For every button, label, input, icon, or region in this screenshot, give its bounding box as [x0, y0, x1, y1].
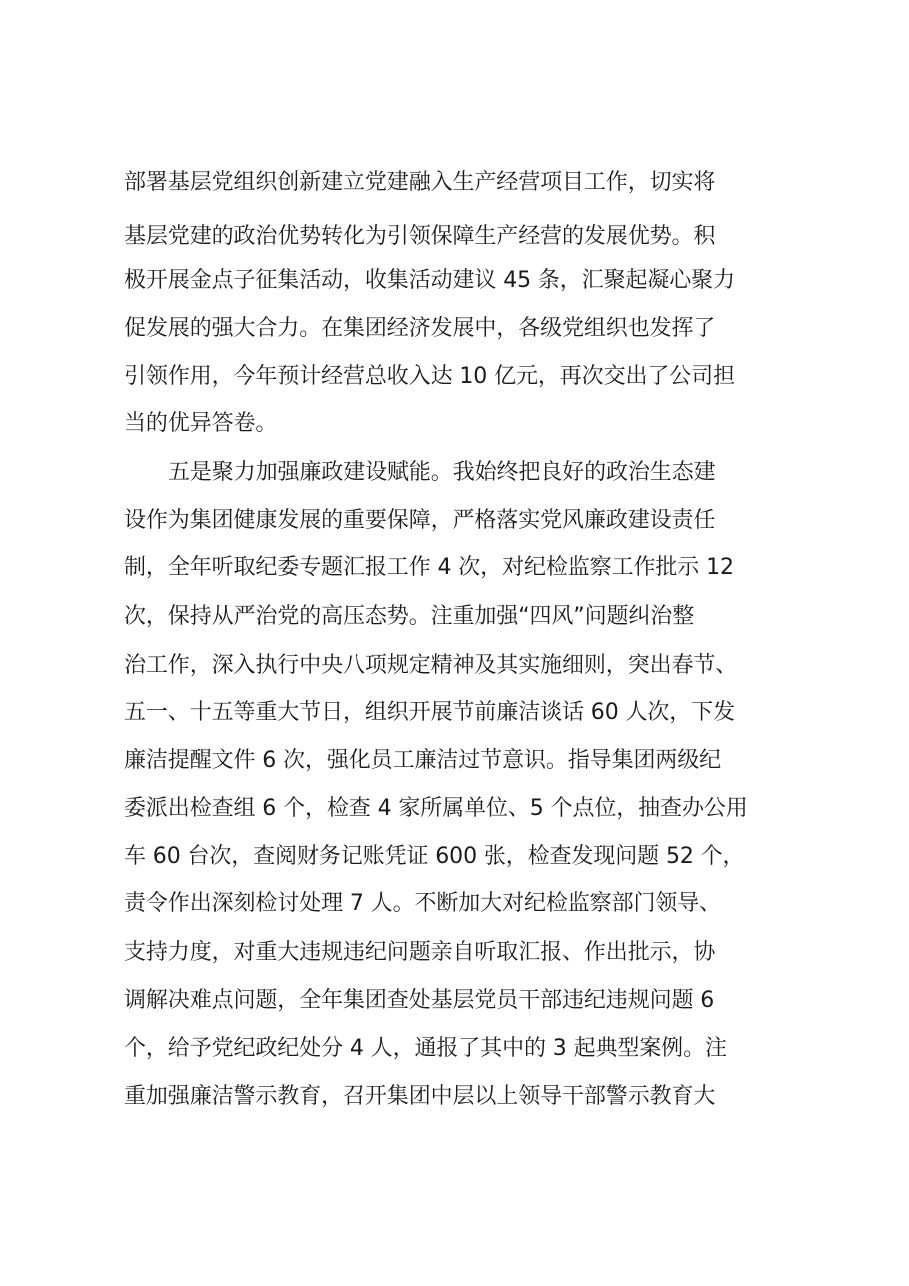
body-line-10: 次，保持从严治党的高压态势。注重加强“四风”问题纠治整 [124, 604, 695, 629]
body-line-1: 部署基层党组织创新建立党建融入生产经营项目工作，切实将 [124, 170, 716, 195]
body-line-8: 设作为集团健康发展的重要保障，严格落实党风廉政建设责任 [124, 508, 716, 533]
body-line-18: 调解决难点问题，全年集团查处基层党员干部违纪违规问题 6 [124, 988, 715, 1013]
body-line-6: 当的优异答卷。 [124, 411, 278, 436]
body-line-2: 基层党建的政治优势转化为引领保障生产经营的发展优势。积 [124, 224, 716, 249]
body-line-17: 支持力度，对重大违规违纪问题亲自听取汇报、作出批示，协 [124, 940, 716, 965]
body-line-15: 车 60 台次，查阅财务记账凭证 600 张，检查发现问题 52 个， [124, 844, 745, 869]
body-line-9: 制，全年听取纪委专题汇报工作 4 次，对纪检监察工作批示 12 [124, 555, 734, 580]
body-line-16: 责令作出深刻检讨处理 7 人。不断加大对纪检监察部门领导、 [124, 891, 722, 916]
body-line-13: 廉洁提醒文件 6 次，强化员工廉洁过节意识。指导集团两级纪 [124, 748, 722, 773]
paragraph-heading-line: 五是聚力加强廉政建设赋能。我始终把良好的政治生态建 [168, 460, 716, 485]
body-line-4: 促发展的强大合力。在集团经济发展中，各级党组织也发挥了 [124, 316, 716, 341]
body-line-14: 委派出检查组 6 个，检查 4 家所属单位、5 个点位，抽查办公用 [124, 796, 748, 821]
body-line-3: 极开展金点子征集活动，收集活动建议 45 条，汇聚起凝心聚力 [124, 268, 735, 293]
body-line-19: 个，给予党纪政纪处分 4 人，通报了其中的 3 起典型案例。注 [124, 1036, 727, 1061]
body-line-11: 治工作，深入执行中央八项规定精神及其实施细则，突出春节、 [124, 653, 738, 678]
body-line-5: 引领作用，今年预计经营总收入达 10 亿元，再次交出了公司担 [124, 364, 735, 389]
body-line-20: 重加强廉洁警示教育，召开集团中层以上领导干部警示教育大 [124, 1084, 716, 1109]
body-line-12: 五一、十五等重大节日，组织开展节前廉洁谈话 60 人次，下发 [124, 700, 735, 725]
